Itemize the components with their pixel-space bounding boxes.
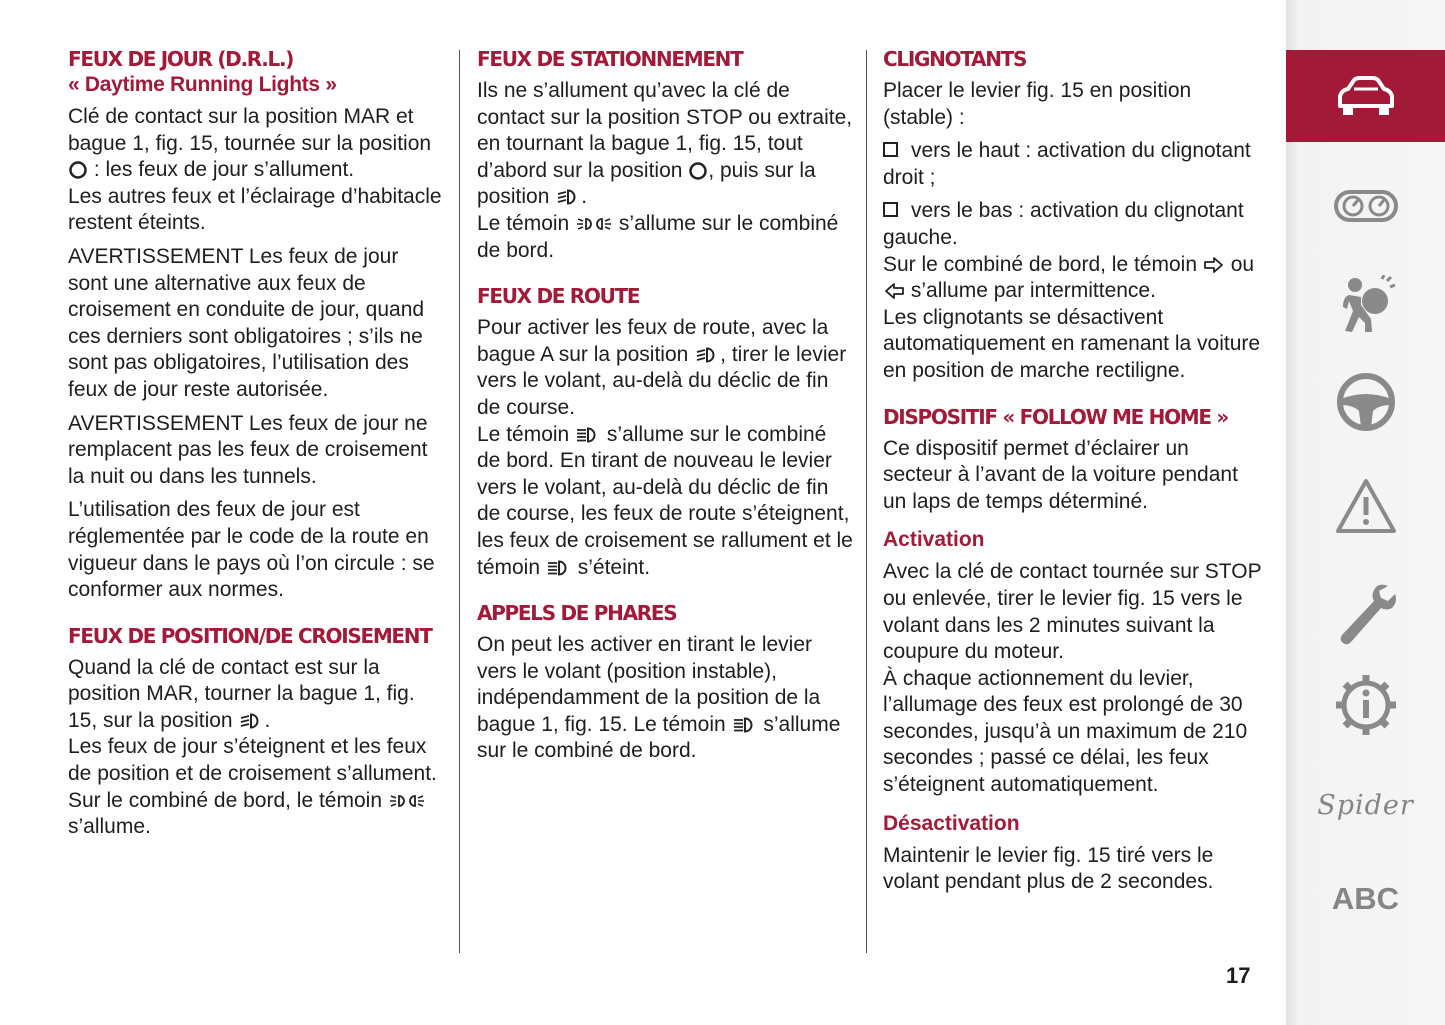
airbag-icon	[1335, 275, 1397, 335]
arrow-left-icon	[883, 282, 905, 300]
position-lights-paragraph: Quand la clé de contact est sur la position MAR, tourner la bague 1, fig. 15, sur la position . Les feux de jour s’éteignent et les feux de position et de croisement s’allument. Sur le combiné de bord, le témoin s’allume.	[68, 655, 437, 839]
follow-me-home-paragraph: Ce dispositif permet d’éclairer un secteur à l’avant de la voiture pendant un laps de temps déterminé.	[883, 436, 1238, 513]
drl-paragraph-4: L’utilisation des feux de jour est réglementée par le code de la route en vigueur dans le pays où l’on circule : se conformer aux normes.	[68, 498, 435, 602]
arrow-right-icon	[1203, 256, 1225, 274]
parking-light-ring-icon	[688, 162, 708, 180]
indicators-intro: Placer le levier fig. 15 en position (stable) :	[883, 79, 1192, 129]
gear-info-icon	[1333, 672, 1399, 738]
position-lights-icon	[575, 215, 613, 233]
chapter-sidebar	[1286, 0, 1445, 1025]
flash-paragraph: On peut les activer en tirant le levier vers le volant (position instable), indépendamment de la position de la bague 1, fig. 15. Le témoin s’allume sur le combiné de bord.	[477, 633, 841, 763]
wrench-icon	[1334, 580, 1398, 648]
sidebar-item-dashboard[interactable]	[1286, 170, 1445, 242]
flash-heading: APPELS DE PHARES	[477, 601, 677, 626]
deactivation-paragraph: Maintenir le levier fig. 15 tiré vers le volant pendant plus de 2 secondes.	[883, 843, 1214, 894]
column-divider-1	[459, 50, 460, 953]
low-beam-icon	[555, 188, 581, 206]
indicators-bullet-2: vers le bas : activation du clignotant gauche.	[883, 199, 1244, 249]
drl-heading: FEUX DE JOUR (D.R.L.)	[68, 47, 294, 71]
low-beam-icon	[238, 712, 264, 730]
parking-lights-heading: FEUX DE STATIONNEMENT	[477, 47, 743, 71]
sidebar-item-driving[interactable]	[1286, 362, 1445, 442]
page-number: 17	[1226, 963, 1251, 988]
column-3	[883, 46, 1263, 896]
warning-triangle-icon	[1334, 477, 1398, 535]
drl-paragraph-1: Clé de contact sur la position MAR et bague 1, fig. 15, tournée sur la position : les feux de jour s’allument. Les autres feux et l’éclairage d’habitacle restent éteints.	[68, 105, 442, 235]
drl-paragraph-2: AVERTISSEMENT Les feux de jour sont une alternative aux feux de croisement en conduite de jour, quand ces derniers sont obligatoires ; s’ils ne sont pas obligatoires, l’utilisation des feux de jour reste autorisée.	[68, 244, 425, 401]
high-beam-paragraph: Pour activer les feux de route, avec la bague A sur la position , tirer le levier vers le volant, au-delà du déclic de fin de course. Le témoin s’allume sur le combiné de bord. En tirant de nouveau le levier vers le volant, au-delà du déclic de fin de course, les feux de route s’éteignent, les feux de croisement se rallument et le témoin s’éteint.	[477, 316, 853, 579]
column-1	[68, 46, 443, 841]
sidebar-item-emergency[interactable]	[1286, 466, 1445, 546]
parking-lights-paragraph: Ils ne s’allument qu’avec la clé de contact sur la position STOP ou extraite, en tournant la bague 1, fig. 15, tout d’abord sur la position , puis sur la position . Le témoin s’allume sur le combiné de bord.	[477, 79, 853, 262]
drl-paragraph-3: AVERTISSEMENT Les feux de jour ne remplacent pas les feux de croisement la nuit ou dans les tunnels.	[68, 411, 428, 488]
indicators-heading: CLIGNOTANTS	[883, 47, 1027, 71]
checkbox-bullet-icon	[883, 142, 898, 157]
activation-paragraph: Avec la clé de contact tournée sur STOP ou enlevée, tirer le levier fig. 15 vers le volant dans les 2 minutes suivant la coupure du moteur. À chaque actionnement du levier, l’allumage des feux est prolongé de 30 secondes, jusqu’à un maximum de 210 secondes ; passé ce délai, les feux s’éteignent automatiquement.	[883, 560, 1262, 797]
follow-me-home-heading: DISPOSITIF « FOLLOW ME HOME »	[883, 404, 1229, 429]
abc-index-label: ABC	[1331, 881, 1400, 916]
indicators-bullet-1: vers le haut : activation du clignotant droit ;	[883, 139, 1251, 189]
position-lights-icon	[388, 792, 426, 810]
sidebar-item-abc[interactable]	[1286, 872, 1445, 926]
low-beam-icon	[694, 346, 720, 364]
steering-wheel-icon	[1335, 371, 1397, 433]
spider-logo: Spider	[1317, 789, 1414, 821]
column-divider-2	[866, 50, 867, 953]
high-beam-icon	[546, 559, 572, 577]
parking-light-ring-icon	[68, 161, 88, 179]
column-2	[477, 46, 855, 765]
high-beam-icon	[575, 426, 601, 444]
checkbox-bullet-icon	[883, 202, 898, 217]
deactivation-heading: Désactivation	[883, 811, 1020, 835]
drl-subheading: « Daytime Running Lights »	[68, 73, 337, 96]
sidebar-item-safety[interactable]	[1286, 265, 1445, 345]
sidebar-item-technical[interactable]	[1286, 665, 1445, 745]
sidebar-item-maintenance[interactable]	[1286, 574, 1445, 654]
sidebar-item-index-spider[interactable]	[1286, 778, 1445, 832]
high-beam-icon	[732, 716, 758, 734]
position-lights-heading: FEUX DE POSITION/DE CROISEMENT	[68, 623, 432, 648]
dashboard-icon	[1333, 186, 1399, 226]
car-icon	[1334, 74, 1398, 118]
sidebar-item-car[interactable]	[1286, 50, 1445, 142]
high-beam-heading: FEUX DE ROUTE	[477, 284, 640, 309]
activation-heading: Activation	[883, 528, 985, 552]
indicators-paragraph: Sur le combiné de bord, le témoin ou s’allume par intermittence. Les clignotants se désactivent automatiquement en ramenant la voiture en position de marche rectiligne.	[883, 252, 1261, 382]
